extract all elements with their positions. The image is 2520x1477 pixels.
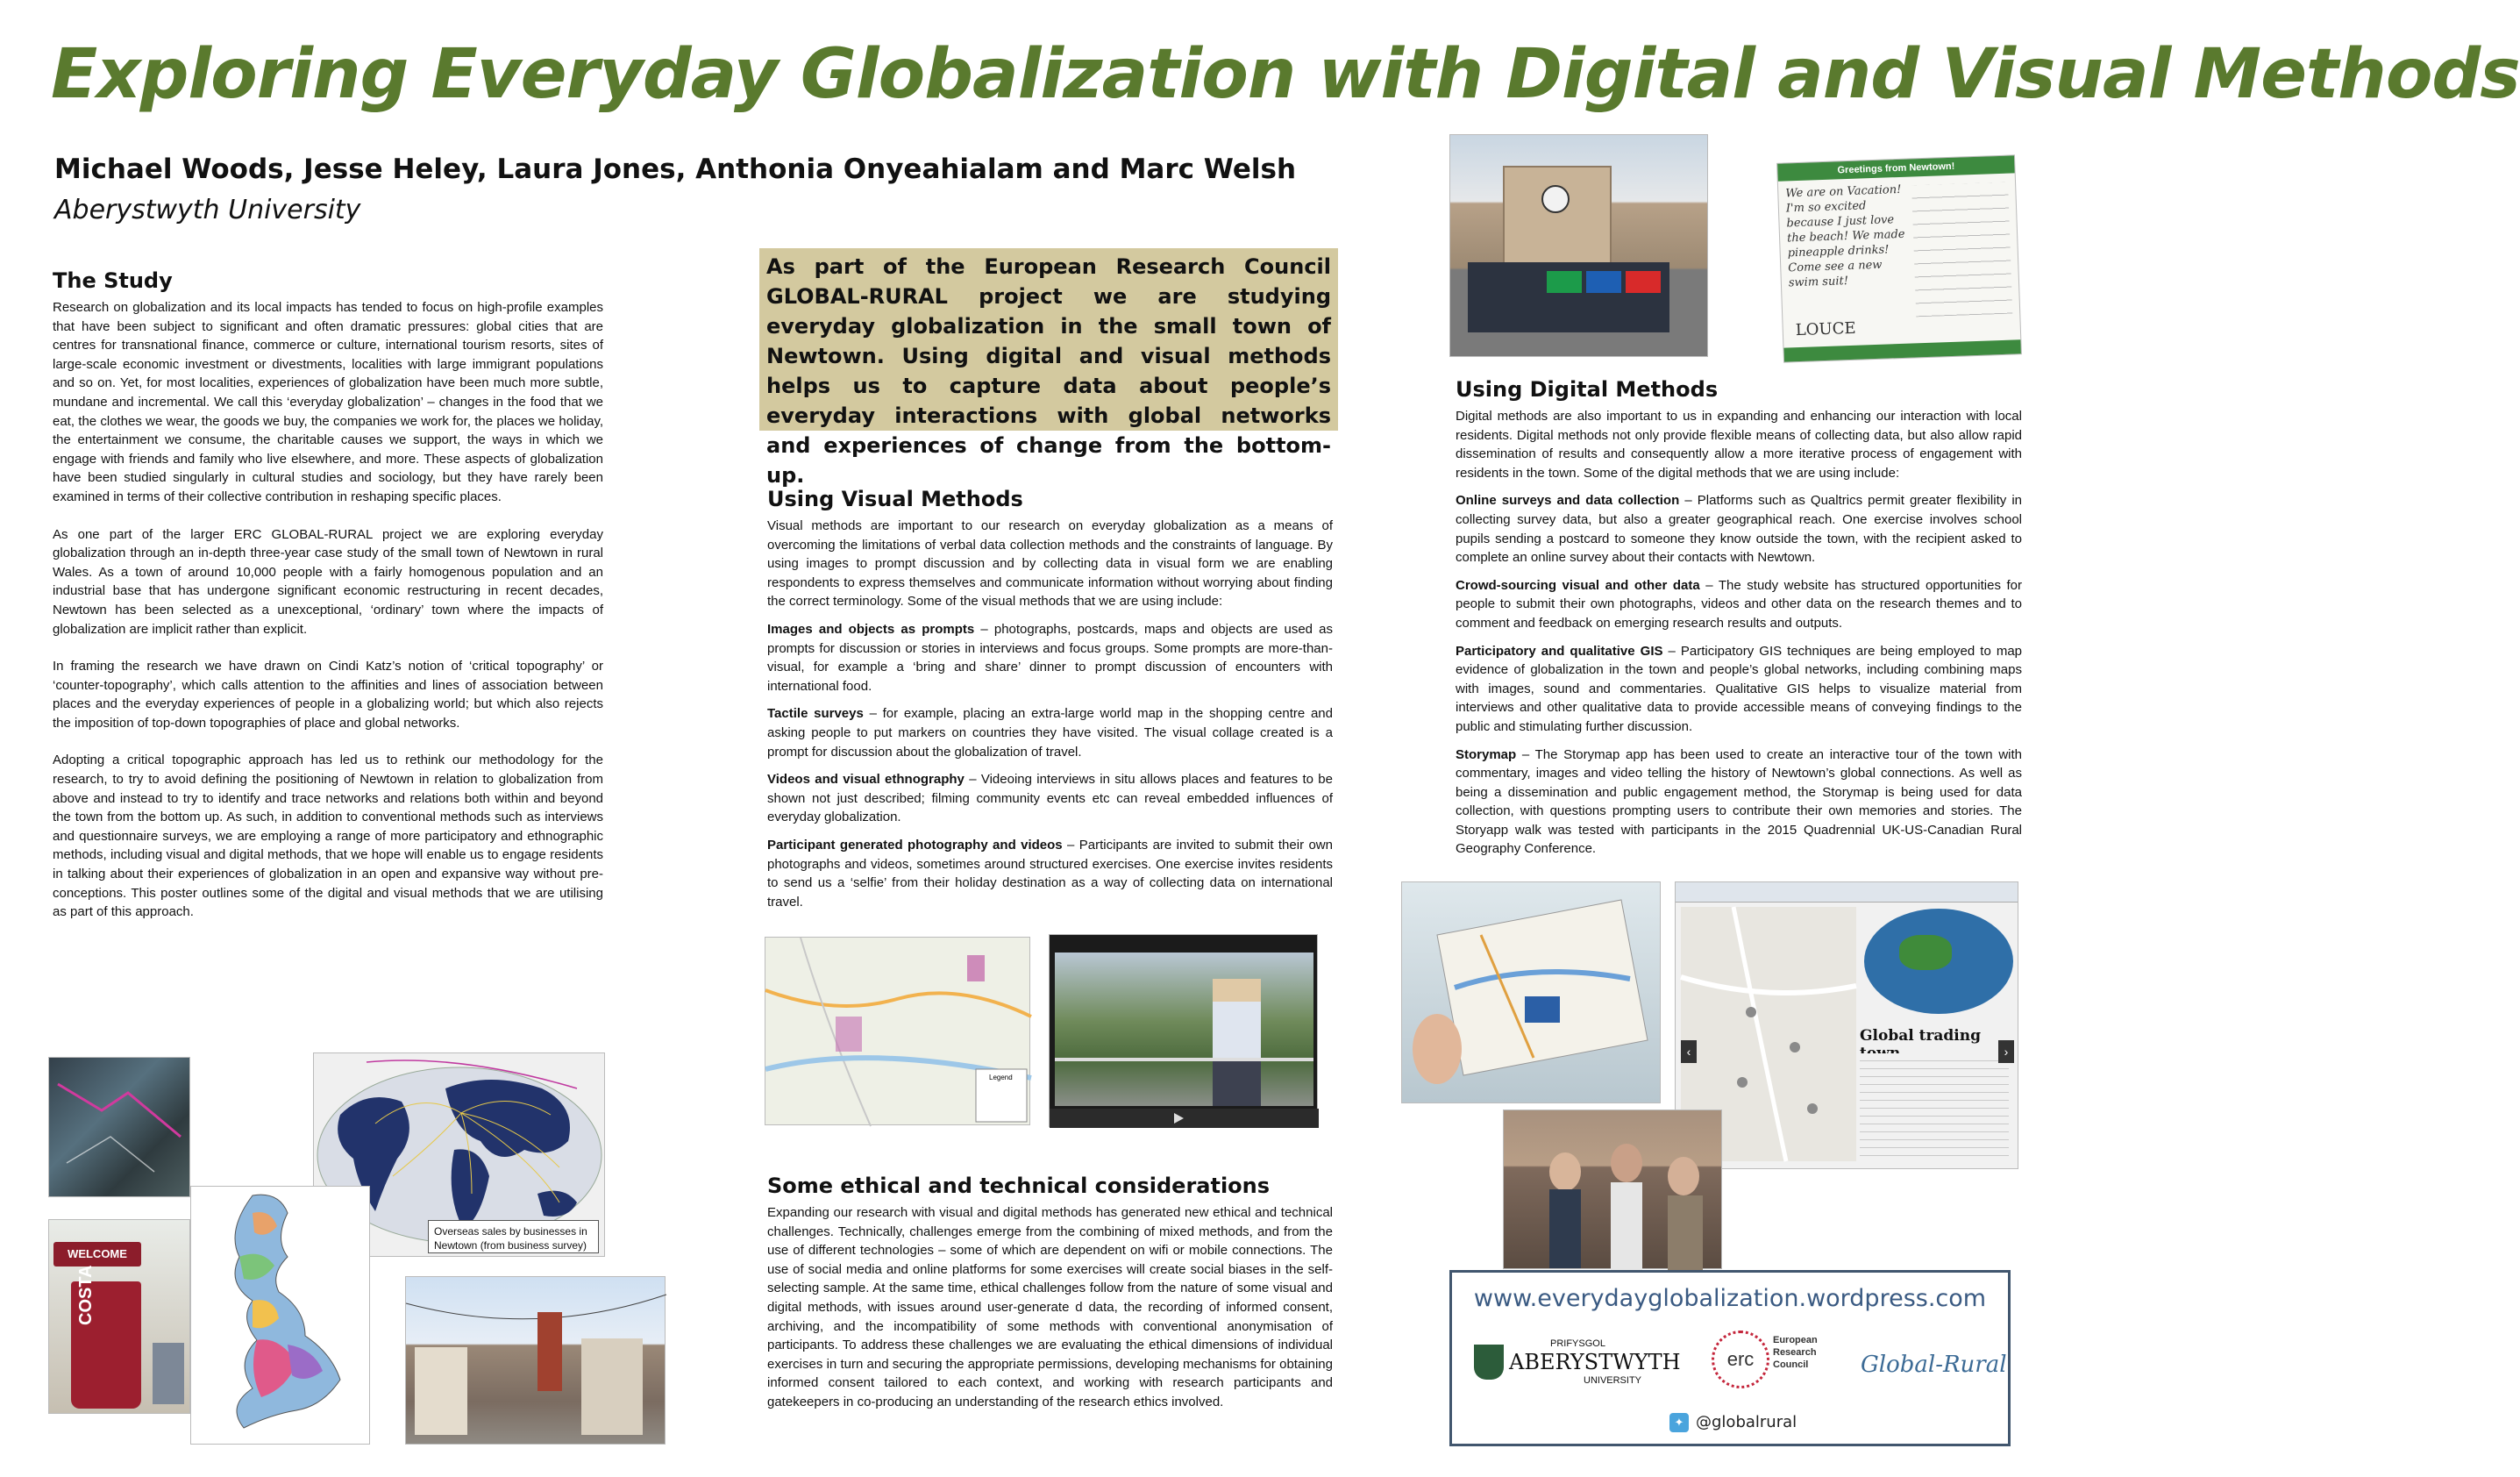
globe-land <box>1899 935 1952 970</box>
aerial-route-overlay <box>49 1058 191 1198</box>
aberystwyth-crest-icon <box>1474 1345 1504 1380</box>
shopfront <box>153 1343 184 1404</box>
visual-method-text: – Participants are invited to submit their own photographs and videos, sometimes around structured exercises. One exercise invites residents to send us a ‘selfie’ from their holiday destination as a way of collecting data on international travel. <box>767 837 1333 910</box>
digital-methods-intro: Digital methods are also important to us in expanding and enhancing our interaction with local residents. Digital methods not only provide flexible means of collecting data, but also allow rapid dissemination of results and consequently allow a more iterative process of engagement with residents in the town. Some of the digital methods that we are using include: <box>1456 409 2022 481</box>
visual-methods-intro: Visual methods are important to our research on everyday globalization as a means of overcoming the limitations of verbal data collection methods and the constraints of language. By using images to prompt discussion and by collecting data in visual form we are enabling respondents to express themselves and communicate information without worrying about finding the correct terminology. Some of the visual methods that we are using include: <box>767 518 1333 610</box>
gis-map-figure <box>765 937 1030 1125</box>
study-body <box>53 298 603 922</box>
uk-map-figure <box>190 1186 370 1445</box>
digital-method-item <box>1456 491 2022 567</box>
street-bunting <box>406 1277 666 1445</box>
visual-method-item <box>767 770 1333 827</box>
newtown-street-photo <box>405 1276 666 1445</box>
walk-group-graphic <box>1504 1110 1723 1270</box>
costa-cup-label: COSTA <box>76 1265 96 1325</box>
visual-methods-heading: Using Visual Methods <box>767 487 1023 511</box>
visual-method-lead: Tactile surveys <box>767 706 864 722</box>
digital-methods-heading: Using Digital Methods <box>1456 377 1719 402</box>
postcard-header: Greetings from Newtown! <box>1777 155 2015 181</box>
storymap-globe <box>1864 909 2013 1014</box>
poster-title: Exploring Everyday Globalization with Digital and Visual Methods <box>51 35 2520 114</box>
paper-map-graphic <box>1402 882 1662 1104</box>
ethical-text: Expanding our research with visual and digital methods has generated new ethical and technical challenges. Technically, challenges emerge from the combining of mixed methods, and from the use of different technologies – some of which are dependent on wifi or mobile connections. The use of social media and online platforms for some exercises will create social biases in the self-selecting sample. At the same time, ethical challenges follow from the nature of some visual and digital methods, with issues around user-generate d data, the recording of informed consent, archiving, and the incompatibility of some methods with conventional anonymisation of participants. To address these challenges we are evaluating the ethical dimensions of individual exercises in turn and securing the appropriate permissions, developing mechanisms for obtaining informed consent tailored to each context, and working with research participants and gatekeepers in co-producing an understanding of the research ethics involved. <box>767 1205 1333 1409</box>
visual-method-text: – Videoing interviews in situ allows places and features to be shown not just described; filming community events etc can reveal embedded influences of everyday globalization. <box>767 772 1333 825</box>
website-link[interactable]: www.everydayglobalization.wordpress.com <box>1473 1285 1987 1312</box>
visual-method-lead: Participant generated photography and videos <box>767 837 1063 853</box>
gis-legend-title: Legend <box>989 1074 1013 1081</box>
aberystwyth-logo-sub: UNIVERSITY <box>1584 1375 1642 1386</box>
float-truck <box>1468 262 1669 332</box>
bridge-rail <box>1055 1058 1313 1061</box>
aerial-photo <box>48 1057 190 1197</box>
visual-method-item <box>767 704 1333 761</box>
twitter-icon[interactable]: ✦ <box>1669 1413 1689 1432</box>
postcard-signature: LOUCE <box>1795 318 1856 340</box>
digital-method-lead: Crowd-sourcing visual and other data <box>1456 577 1700 593</box>
study-paragraph: As one part of the larger ERC GLOBAL-RURAL project we are exploring everyday globalization through an in-depth three-year case study of the small town of Newtown in rural Wales. As a town of around 10,000 people with a fairly homogenous population and an industrial base that has undergone significant economic restructuring in recent decades, Newtown has been selected as a unexceptional, ‘ordinary’ town where the impacts of globalization are implicit rather than explicit. <box>53 526 603 637</box>
world-map-caption: Overseas sales by businesses in Newtown (from business survey) <box>428 1220 599 1253</box>
digital-method-lead: Storymap <box>1456 746 1517 762</box>
chevron-left-icon[interactable]: ‹ <box>1681 1040 1697 1063</box>
storymap-title: Global trading <box>1860 1027 1982 1045</box>
visual-methods-body <box>767 517 1333 911</box>
visual-method-text: – for example, placing an extra-large world map in the shopping centre and asking people to put markers on countries they have visited. The visual collage created is a prompt for discussion about the globalization of travel. <box>767 706 1333 760</box>
ethical-heading: Some ethical and technical considerations <box>767 1174 1271 1198</box>
flag-red <box>1626 271 1661 293</box>
postcard-footer-bar <box>1783 339 2020 361</box>
flag-brazil <box>1547 271 1582 293</box>
visual-method-text: – photographs, postcards, maps and objects are used as prompts for discussion or stories in interviews and focus groups. Some prompts are more-than-visual, for example a ‘bring and share’ dinner to prompt discussion of encounters with international food. <box>767 621 1334 694</box>
video-controls-bar[interactable] <box>1050 1109 1319 1128</box>
digital-method-text: – The study website has structured opportunities for people to submit their own photographs, videos and other data on the research themes and to comment and feedback on emerging research results and outputs. <box>1456 577 2022 631</box>
storymap-screenshot <box>1675 881 2018 1169</box>
digital-method-text: – The Storymap app has been used to create an interactive tour of the town with commentary, images and video telling the history of Newtown’s global connections. As well as being a dissemination and public engagement method, the Storymap is being used for data collection, with questions prompting users to contribute their own memories and stories. The Storyapp walk was tested with participants in the 2015 Quadrennial UK-US-Canadian Rural Geography Conference. <box>1456 746 2022 857</box>
postcard-address-lines <box>1911 182 2012 318</box>
visual-method-item <box>767 620 1333 696</box>
storymap-walk-photo <box>1503 1110 1722 1269</box>
video-frame <box>1055 953 1313 1106</box>
digital-method-item <box>1456 576 2022 633</box>
digital-method-item <box>1456 642 2022 737</box>
poster-affiliation: Aberystwyth University <box>54 195 361 225</box>
visual-method-item <box>767 836 1333 911</box>
study-paragraph: Research on globalization and its local impacts has tended to focus on high-profile examples that have been subject to significant and often dramatic pressures: global cities that are centres for transnational finance, commerce or culture, international tourism resorts, sites of large-scale economic investment or divestments, localities with large immigrant populations and so on. Yet, for most localities, experiences of globalization have been much more subtle, mundane and incremental. We call this ‘everyday globalization’ – changes in the food that we eat, the clothes we wear, the goods we buy, the companies we work for, the places we holiday, the entertainment we consume, the charitable causes we support, the ways in which we engage with friends and family who live elsewhere, and more. These aspects of globalization have been studied singularly in cultural studies and sociology, but they have rarely been examined in terms of their collective contribution in reshaping specific places. <box>53 300 603 504</box>
welcome-sign: WELCOME <box>53 1242 141 1267</box>
browser-toolbar <box>1676 882 2018 903</box>
chevron-right-icon[interactable]: › <box>1998 1040 2014 1063</box>
uk-map-graphic <box>191 1187 371 1445</box>
flag-blue <box>1586 271 1621 293</box>
erc-logo-text: European Research Council <box>1773 1335 1818 1370</box>
ethical-body <box>767 1203 1333 1412</box>
storymap-text-lines <box>1860 1053 2009 1159</box>
clock-tower <box>1503 166 1612 266</box>
twitter-handle[interactable]: @globalrural <box>1696 1413 1797 1431</box>
postcard-figure <box>1776 154 2022 362</box>
poster-authors: Michael Woods, Jesse Heley, Laura Jones, Anthonia Onyeahialam and Marc Welsh <box>54 153 1297 185</box>
digital-method-lead: Online surveys and data collection <box>1456 493 1680 509</box>
carnival-float-photo <box>1449 134 1708 357</box>
digital-method-item <box>1456 746 2022 860</box>
study-section <box>53 268 603 940</box>
paper-map-photo <box>1401 881 1661 1103</box>
study-heading: The Study <box>53 268 173 293</box>
digital-method-text: – Participatory GIS techniques are being employed to map evidence of globalization in the town and people’s global networks, including combining maps with images, sound and commentaries. Qualitative GIS helps to visualize material from interviews and other qualitative data to provide accessible means of conveying findings to the public and stimulating further discussion. <box>1456 643 2022 734</box>
erc-logo-icon: erc <box>1712 1331 1769 1388</box>
clock-icon <box>1541 185 1570 213</box>
footer-box <box>1449 1270 2011 1446</box>
digital-method-text: – Platforms such as Qualtrics permit greater flexibility in collecting survey data, but also a greater geographical reach. One exercise involves school pupils sending a postcard to someone they know outside the town, with the recipient asked to complete an online survey about their contacts with Newtown. <box>1456 493 2023 566</box>
aberystwyth-logo-small: PRIFYSGOL <box>1550 1338 1605 1349</box>
study-paragraph: Adopting a critical topographic approach has led us to rethink our methodology for the research, to try to avoid defining the positioning of Newtown in relation to globalization from above and instead to try to identify and trace networks and relations both within and beyond the town from the bottom up. As such, in addition to conventional methods such as interviews and questionnaire surveys, we are employing a range of more participatory and ethnographic methods, including visual and digital methods, that we hope will enable us to engage residents in talking about their experiences of globalization in an open and expansive way without pre-conceptions. This poster outlines some of the digital and visual methods that we are utilising as part of this approach. <box>53 753 603 920</box>
postcard-message: We are on Vacation! I'm so excited because I just love the beach! We made pineapple drinks! Come see a new swim suit! <box>1785 182 1905 290</box>
visual-method-lead: Images and objects as prompts <box>767 621 975 637</box>
project-callout: As part of the European Research Council GLOBAL-RURAL project we are studying everyday globalization in the small town of Newtown. Using digital and visual methods helps us to capture data about people’s everyday interactions with global networks and experiences of change from the bottom-up. <box>759 248 1338 431</box>
study-paragraph: In framing the research we have drawn on Cindi Katz’s notion of ‘critical topography’ or ‘counter-topography’, which calls attention to the affinities and lines of association between places and the everyday experiences of people in a globalizing world; but which also rejects the imposition of top-down topographies of place and global networks. <box>53 659 603 731</box>
costa-cup <box>71 1265 141 1409</box>
play-icon[interactable] <box>1174 1113 1184 1124</box>
costa-cup-photo <box>48 1219 190 1414</box>
aberystwyth-logo: ABERYSTWYTH <box>1509 1350 1681 1374</box>
digital-method-lead: Participatory and qualitative GIS <box>1456 643 1663 659</box>
digital-methods-body <box>1456 407 2022 859</box>
gis-map-graphic <box>765 938 1031 1126</box>
video-interview-still <box>1049 934 1318 1127</box>
ethical-section <box>767 1174 1333 1421</box>
visual-method-lead: Videos and visual ethnography <box>767 772 965 788</box>
visual-methods-section <box>767 487 1333 920</box>
global-rural-logo: Global-Rural <box>1861 1352 2007 1378</box>
digital-methods-section <box>1456 377 2022 867</box>
interviewee <box>1213 979 1261 1106</box>
